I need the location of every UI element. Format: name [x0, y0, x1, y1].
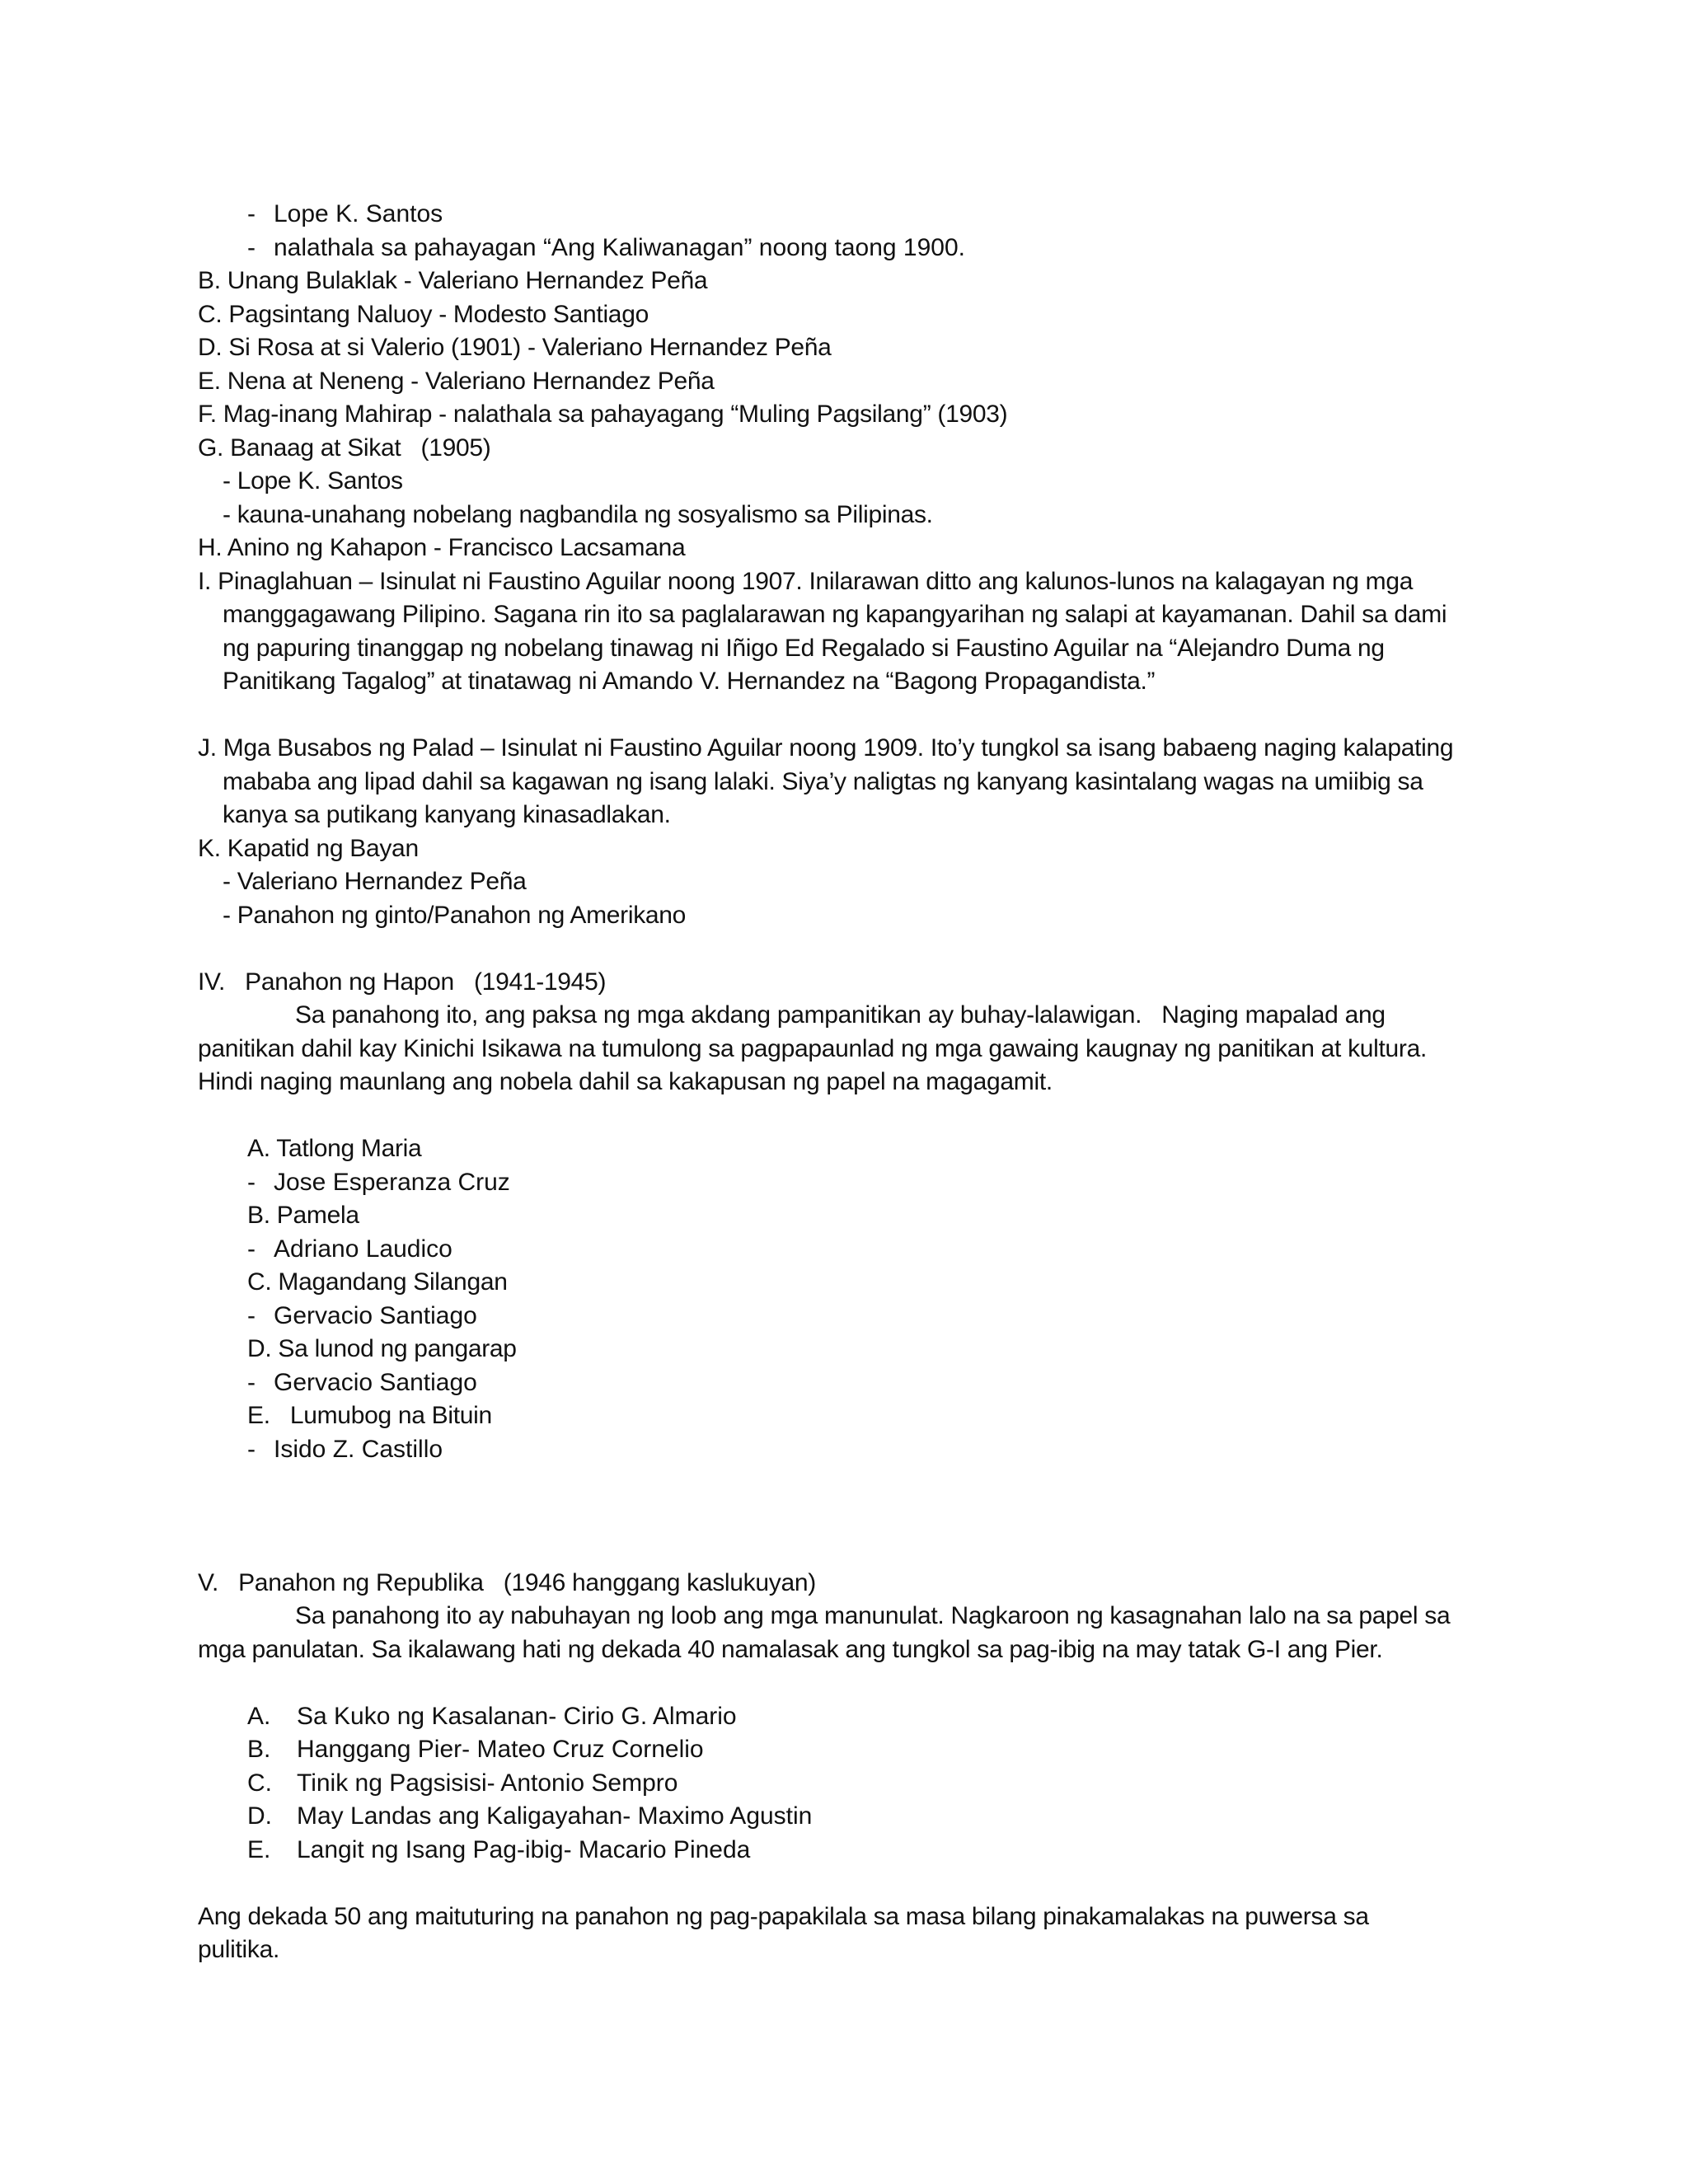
list-item-j-line-2: mababa ang lipad dahil sa kagawan ng isang lalaki. Siya’y naligtas ng kanyang kasintalang wagas na umiibig sa — [223, 768, 1423, 795]
list-letter: D. — [247, 1802, 272, 1830]
list-item-text: Hanggang Pier- Mateo Cruz Cornelio — [297, 1736, 704, 1763]
dash-marker: - — [247, 1436, 256, 1463]
section-iv-list-author — [247, 1435, 443, 1465]
section-iv-list-title: E. Lumubog na Bituin — [247, 1402, 492, 1429]
list-letter: C. — [247, 1769, 272, 1797]
dash-item-text: Isido Z. Castillo — [274, 1436, 443, 1463]
section-iv-list-title: D. Sa lunod ng pangarap — [247, 1335, 517, 1362]
list-subitem-k-author: - Valeriano Hernandez Peña — [223, 868, 527, 895]
list-item-i-line-4: Panitikang Tagalog” at tinatawag ni Amando V. Hernandez na “Bagong Propagandista.” — [223, 668, 1156, 695]
section-v-paragraph-line-1: Sa panahong ito ay nabuhayan ng loob ang mga manunulat. Nagkaroon ng kasagnahan lalo na sa papel sa — [295, 1602, 1451, 1629]
dash-item-author — [247, 199, 443, 229]
section-iv-paragraph-line-1: Sa panahong ito, ang paksa ng mga akdang pampanitikan ay buhay-lalawigan. Naging mapalad ang — [295, 1001, 1386, 1029]
section-iv-list-title: B. Pamela — [247, 1202, 359, 1229]
dash-item-text: Jose Esperanza Cruz — [274, 1169, 510, 1196]
section-v-list-item — [247, 1702, 737, 1732]
section-iv-heading: IV. Panahon ng Hapon (1941-1945) — [198, 968, 607, 996]
list-item-text: Sa Kuko ng Kasalanan- Cirio G. Almario — [297, 1703, 737, 1730]
closing-paragraph-line-2: pulitika. — [198, 1936, 280, 1963]
list-item-i-line-1: I. Pinaglahuan – Isinulat ni Faustino Aguilar noong 1907. Inilarawan ditto ang kalunos-lunos na kalagayan ng mga — [198, 568, 1414, 595]
dash-item-publication — [247, 233, 965, 263]
list-item-k: K. Kapatid ng Bayan — [198, 835, 419, 862]
list-letter: E. — [247, 1836, 271, 1863]
list-letter: B. — [247, 1736, 271, 1763]
section-v-heading: V. Panahon ng Republika (1946 hanggang kaslukuyan) — [198, 1569, 816, 1596]
list-item-i-line-2: manggagawang Pilipino. Sagana rin ito sa paglalarawan ng kapangyarihan ng salapi at kayamanan. Dahil sa dami — [223, 601, 1447, 628]
dash-marker: - — [247, 1302, 256, 1329]
section-v-list-item — [247, 1735, 704, 1765]
section-v-list-item — [247, 1769, 678, 1798]
closing-paragraph-line-1: Ang dekada 50 ang maituturing na panahon ng pag-papakilala sa masa bilang pinakamalakas na puwersa sa — [198, 1903, 1369, 1930]
list-subitem-k-note: - Panahon ng ginto/Panahon ng Amerikano — [223, 902, 687, 929]
list-item-c: C. Pagsintang Naluoy - Modesto Santiago — [198, 301, 649, 328]
list-item-e: E. Nena at Neneng - Valeriano Hernandez Peña — [198, 368, 715, 395]
list-item-d: D. Si Rosa at si Valerio (1901) - Valeriano Hernandez Peña — [198, 334, 832, 361]
list-item-i-line-3: ng papuring tinanggap ng nobelang tinawag ni Iñigo Ed Regalado si Faustino Aguilar na “Alejandro Duma ng — [223, 635, 1385, 662]
section-iv-list-title: A. Tatlong Maria — [247, 1135, 422, 1162]
dash-marker: - — [247, 200, 256, 227]
list-item-text: May Landas ang Kaligayahan- Maximo Agustin — [297, 1802, 813, 1830]
list-item-j-line-3: kanya sa putikang kanyang kinasadlakan. — [223, 801, 671, 828]
section-iv-list-author — [247, 1168, 510, 1197]
list-letter: A. — [247, 1703, 271, 1730]
section-iv-paragraph-line-3: Hindi naging maunlang ang nobela dahil sa kakapusan ng papel na magagamit. — [198, 1068, 1053, 1095]
dash-item-text: Adriano Laudico — [274, 1235, 452, 1263]
list-item-j-line-1: J. Mga Busabos ng Palad – Isinulat ni Faustino Aguilar noong 1909. Ito’y tungkol sa isang babaeng naging kalapating — [198, 734, 1454, 762]
section-iv-list-author — [247, 1301, 477, 1331]
list-item-text: Tinik ng Pagsisisi- Antonio Sempro — [297, 1769, 678, 1797]
dash-item-text: nalathala sa pahayagan “Ang Kaliwanagan” noong taong 1900. — [274, 234, 966, 261]
section-v-list-item — [247, 1835, 750, 1865]
list-item-text: Langit ng Isang Pag-ibig- Macario Pineda — [297, 1836, 751, 1863]
section-v-paragraph-line-2: mga panulatan. Sa ikalawang hati ng dekada 40 namalasak ang tungkol sa pag-ibig na may tatak G-I ang Pier. — [198, 1636, 1383, 1663]
dash-marker: - — [247, 234, 256, 261]
list-item-h: H. Anino ng Kahapon - Francisco Lacsamana — [198, 534, 686, 561]
dash-item-text: Gervacio Santiago — [274, 1302, 477, 1329]
list-item-b: B. Unang Bulaklak - Valeriano Hernandez Peña — [198, 267, 708, 294]
list-subitem-g-note: - kauna-unahang nobelang nagbandila ng sosyalismo sa Pilipinas. — [223, 501, 933, 528]
list-subitem-g-author: - Lope K. Santos — [223, 467, 403, 494]
section-iv-list-title: C. Magandang Silangan — [247, 1268, 508, 1296]
dash-item-text: Gervacio Santiago — [274, 1369, 477, 1396]
dash-marker: - — [247, 1369, 256, 1396]
dash-marker: - — [247, 1235, 256, 1263]
dash-item-text: Lope K. Santos — [274, 200, 443, 227]
section-iv-list-author — [247, 1368, 477, 1398]
section-v-list-item — [247, 1802, 812, 1831]
section-iv-list-author — [247, 1235, 452, 1264]
list-item-g: G. Banaag at Sikat (1905) — [198, 434, 491, 462]
list-item-f: F. Mag-inang Mahirap - nalathala sa pahayagang “Muling Pagsilang” (1903) — [198, 401, 1008, 428]
dash-marker: - — [247, 1169, 256, 1196]
section-iv-paragraph-line-2: panitikan dahil kay Kinichi Isikawa na tumulong sa pagpapaunlad ng mga gawaing kaugnay ng panitikan at kultura. — [198, 1035, 1428, 1062]
